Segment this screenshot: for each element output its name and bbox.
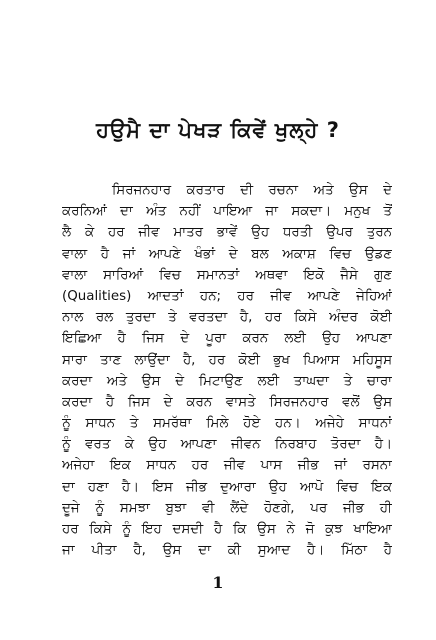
chapter-title: ਹਉਮੈ ਦਾ ਪੇਖੜ ਕਿਵੇਂ ਖੁਲ੍ਹੇ ? [96, 118, 340, 142]
page-number: 1 [212, 573, 224, 592]
text-line: ਨੂੰ ਵਰਤ ਕੇ ਉਹ ਆਪਣਾ ਜੀਵਨ ਨਿਰਬਾਹ ਤੋਰਦਾ ਹੈ। [62, 437, 392, 453]
text-line: ਵਾਲਾ ਹੈ ਜਾਂ ਆਪਣੇ ਖੰਭਾਂ ਦੇ ਬਲ ਅਕਾਸ਼ ਵਿਚ ਉਡਣ [62, 246, 392, 262]
text-line: ਨਾਲ ਰਲ ਤੁਰਦਾ ਤੇ ਵਰਤਦਾ ਹੈ, ਹਰ ਕਿਸੇ ਅੰਦਰ ਕੋਈ [62, 310, 392, 326]
text-line: ਸਾਰਾ ਤਾਣ ਲਾਉਂਦਾ ਹੈ, ਹਰ ਕੋਈ ਭੁਖ ਪਿਆਸ ਮਹਿਸੂਸ [62, 352, 392, 368]
text-line: ਵਾਲਾ ਸਾਰਿਆਂ ਵਿਚ ਸਮਾਨਤਾਂ ਅਥਵਾ ਇਕੋ ਜੈਸੇ ਗੁਣ [62, 267, 392, 283]
text-line: ਨੂੰ ਸਾਧਨ ਤੇ ਸਮਰੱਥਾ ਮਿਲੇ ਹੋਏ ਹਨ। ਅਜੇਹੇ ਸਾਧਨਾਂ [62, 416, 392, 432]
text-line: ਲੈ ਕੇ ਹਰ ਜੀਵ ਮਾਤਰ ਭਾਵੇਂ ਉਹ ਧਰਤੀ ਉਪਰ ਤੁਰਨ [62, 225, 392, 241]
text-line: ਹਰ ਕਿਸੇ ਨੂੰ ਇਹ ਦਸਦੀ ਹੈ ਕਿ ਉਸ ਨੇ ਜੋ ਕੁਝ ਖਾਇਆ [62, 522, 392, 537]
text-line: ਅਜੇਹਾ ਇਕ ਸਾਧਨ ਹਰ ਜੀਵ ਪਾਸ ਜੀਭ ਜਾਂ ਰਸਨਾ [62, 458, 392, 474]
text-line: (Qualities) ਆਦਤਾਂ ਹਨ; ਹਰ ਜੀਵ ਆਪਣੇ ਜੇਹਿਆਂ [62, 288, 392, 304]
text-line: ਕਰਦਾ ਅਤੇ ਉਸ ਦੇ ਮਿਟਾਉਣ ਲਈ ਤਾਘਦਾ ਤੇ ਚਾਰਾ [62, 373, 392, 389]
body-paragraph [62, 180, 392, 561]
text-line: ਦਾ ਹਣਾ ਹੈ। ਇਸ ਜੀਭ ਦੁਆਰਾ ਉਹ ਆਪੋ ਵਿਚ ਇਕ [62, 479, 392, 495]
text-line: ਕਰਨਿਆਂ ਦਾ ਅੰਤ ਨਹੀਂ ਪਾਇਆ ਜਾ ਸਕਦਾ। ਮਨੁਖ ਤੋਂ [62, 204, 392, 220]
text-line: ਦੂਜੇ ਨੂੰ ਸਮਝਾ ਬੁਝਾ ਵੀ ਲੈਂਦੇ ਹੋਣਗੇ, ਪਰ ਜੀਭ ਹੀ [62, 500, 392, 516]
text-line: ਸਿਰਜਨਹਾਰ ਕਰਤਾਰ ਦੀ ਰਚਨਾ ਅਤੇ ਉਸ ਦੇ [112, 183, 392, 198]
text-line: ਜਾ ਪੀਤਾ ਹੈ, ਉਸ ਦਾ ਕੀ ਸੁਆਦ ਹੈ। ਮਿੱਠਾ ਹੈ [62, 543, 392, 559]
text-line: ਕਰਦਾ ਹੈ ਜਿਸ ਦੇ ਕਰਨ ਵਾਸਤੇ ਸਿਰਜਨਹਾਰ ਵਲੋਂ ਉਸ [62, 394, 392, 410]
text-line: ਇਛਿਆ ਹੈ ਜਿਸ ਦੇ ਪੂਰਾ ਕਰਨ ਲਈ ਉਹ ਆਪਣਾ [62, 331, 392, 347]
